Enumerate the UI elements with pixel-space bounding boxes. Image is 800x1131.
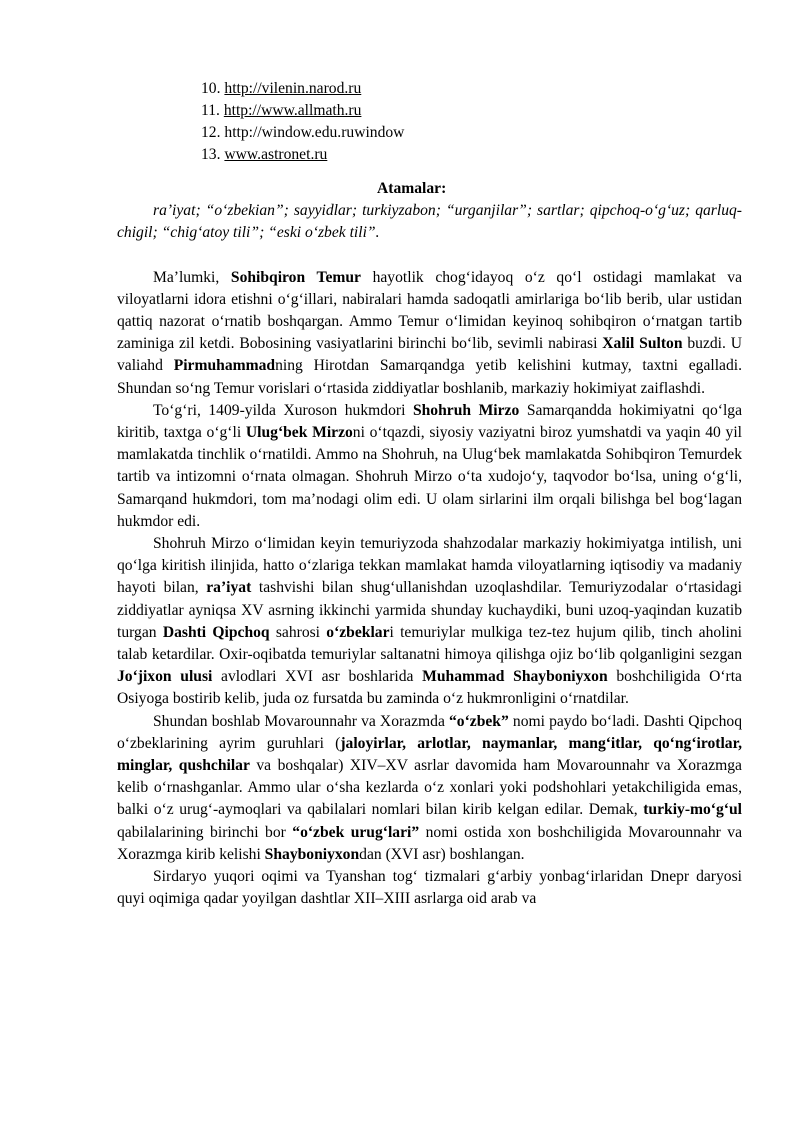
text-run: qabilalarining birinchi bor [117, 823, 293, 841]
bold-term: Ulug‘bek Mirzo [245, 424, 353, 442]
text-run: tashvishi bilan shug‘ullanishdan uzoqlashdilar. Temuriyzodalar o‘rtasidagi ziddiyatlar ayniqsa XV asrning ikkinchi yarmida shunday kuchaydiki, buni uzoq-yaqindan kuzatib turgan [117, 579, 743, 641]
body-paragraph [117, 400, 742, 533]
terms-list: ra’iyat; “o‘zbekian”; sayyidlar; turkiyzabon; “urganjilar”; sartlar; qipchoq-o‘g‘uz; qarluq-chigil; “chig‘atoy tili”; “eski o‘zbek tili”. [117, 202, 742, 242]
text-run: Shohruh Mirzo o‘limidan keyin temuriyzoda shahzodalar markaziy hokimiyatga intilish, uni qo‘lga kiritish ilinjida, hatto o‘zlariga tekkan mamlakat hamda viloyatlarning iqtisodiy va madaniy hayoti bilan, [117, 535, 742, 597]
body-paragraph [117, 866, 742, 910]
text-run: buzdi. U valiahd [117, 335, 742, 375]
reference-list [117, 78, 742, 166]
bold-term: Pirmuhammad [173, 357, 276, 375]
bold-term: ra’iyat [206, 579, 252, 597]
reference-item [201, 78, 742, 100]
reference-number: 11. [201, 102, 220, 119]
bold-term: Xalil Sulton [602, 335, 683, 353]
reference-link[interactable]: http://www.allmath.ru [223, 102, 362, 119]
bold-term: Shayboniyxon [264, 845, 360, 863]
bold-term: Dashti Qipchoq [162, 623, 270, 641]
bold-term: “o‘zbek” [449, 712, 509, 730]
reference-number: 10. [201, 80, 221, 97]
reference-number: 13. [201, 146, 221, 163]
text-run: nomi ostida xon boshchiligida Movarounnahr va Xorazmga kirib kelishi [117, 823, 742, 863]
body-paragraph [117, 533, 742, 711]
reference-text: http://window.edu.ruwindow [224, 124, 405, 141]
blank-line [117, 245, 742, 267]
reference-link[interactable]: http://vilenin.narod.ru [224, 80, 362, 97]
text-run: nomi paydo bo‘ladi. Dashti Qipchoq o‘zbeklarining ayrim guruhlari ( [117, 712, 742, 752]
reference-number: 12. [201, 124, 221, 141]
bold-term: o‘zbeklar [326, 623, 390, 641]
bold-term: Sohibqiron Temur [230, 268, 361, 286]
bold-term: Muhammad Shayboniyxon [422, 668, 608, 686]
section-heading: Atamalar: [377, 180, 447, 197]
text-run: Shundan boshlab Movarounnahr va Xorazmda [153, 712, 449, 730]
body-paragraph [117, 267, 742, 400]
reference-item [201, 122, 742, 144]
reference-item [201, 144, 742, 166]
bold-term: Shohruh Mirzo [412, 401, 520, 419]
bold-term: jaloyirlar, arlotlar, naymanlar, mang‘itlar, qo‘ng‘irotlar, minglar, qushchilar [117, 734, 742, 775]
text-run: Sirdaryo yuqori oqimi va Tyanshan tog‘ tizmalari g‘arbiy yonbag‘irlaridan Dnepr daryosi quyi oqimiga qadar yoyilgan dashtlar XII–XIII asrlarga oid arab va [117, 868, 742, 908]
bold-term: Jo‘jixon ulusi [117, 668, 213, 686]
text-run: avlodlari XVI asr boshlarida [212, 668, 423, 686]
document-page [117, 78, 742, 911]
body-paragraph [117, 711, 742, 866]
text-run: To‘g‘ri, 1409-yilda Xuroson hukmdori [153, 401, 413, 419]
text-run: i temuriylar mulkiga tez-tez hujum qilib, tinch aholini talab ketardilar. Oxir-oqibatda temuriylar saltanatni himoya qilishga ojiz bo‘lib qolganligini sezgan [117, 623, 742, 664]
bold-term: turkiy-mo‘g‘ul [643, 801, 742, 819]
text-run: ning Hirotdan Samarqandga yetib kelishini kutmay, taxtni egalladi. Shundan so‘ng Temur vorislari o‘rtasida ziddiyatlar boshlanib, markaziy hokimiyat zaiflashdi. [117, 357, 743, 397]
text-run: hayotlik chog‘idayoq o‘z qo‘l ostidagi mamlakat va viloyatlarni idora etishni o‘g‘illari, nabiralari hamda sadoqatli amirlariga bo‘lib berib, ular ustidan qattiq nazorat o‘rnatib boshqargan. Ammo Temur o‘limidan keyinoq sohibqiron o‘rnatgan tartib zaminiga zil ketdi. Bobosining vasiyatlarini birinchi bo‘lib, sevimli nabirasi [117, 268, 742, 353]
text-run: Ma’lumki, [153, 268, 231, 286]
reference-item [201, 100, 742, 122]
text-run: boshchiligida O‘rta Osiyoga bostirib kelib, juda oz fursatda bu zaminda o‘z hukmronligini o‘rnatdilar. [117, 668, 742, 708]
text-run: va boshqalar) XIV–XV asrlar davomida ham Movarounnahr va Xorazmga kelib o‘rnashganlar. Ammo ular o‘sha kezlarda o‘z xonlari yoki podshohlari yetakchiligida emas, balki o‘z urug‘-aymoqlari va qabilalari nomlari bilan kirib kelgan edilar. Demak, [117, 757, 742, 819]
reference-link[interactable]: www.astronet.ru [224, 146, 328, 163]
bold-term: “o‘zbek urug‘lari” [292, 823, 420, 841]
text-run: ni o‘tqazdi, siyosiy vaziyatni biroz yumshatdi va yaqin 40 yil mamlakatda tinchlik o‘rnatildi. Ammo na Shohruh, na Ulug‘bek mamlakatda Sohibqiron Temurdek tartib va intizomni o‘rnata olmagan. Shohruh Mirzo o‘ta xudojo‘y, taqvodor bo‘lsa, uning o‘g‘li, Samarqand hukmdori, tom ma’nodagi olim edi. U olam sirlarini ilm orqali bilishga bel bog‘lagan hukmdor edi. [117, 424, 742, 530]
text-run: sahrosi [269, 623, 327, 641]
text-run: dan (XVI asr) boshlangan. [359, 845, 525, 863]
text-run: Samarqandda hokimiyatni qo‘lga kiritib, taxtga o‘g‘li [117, 401, 743, 442]
